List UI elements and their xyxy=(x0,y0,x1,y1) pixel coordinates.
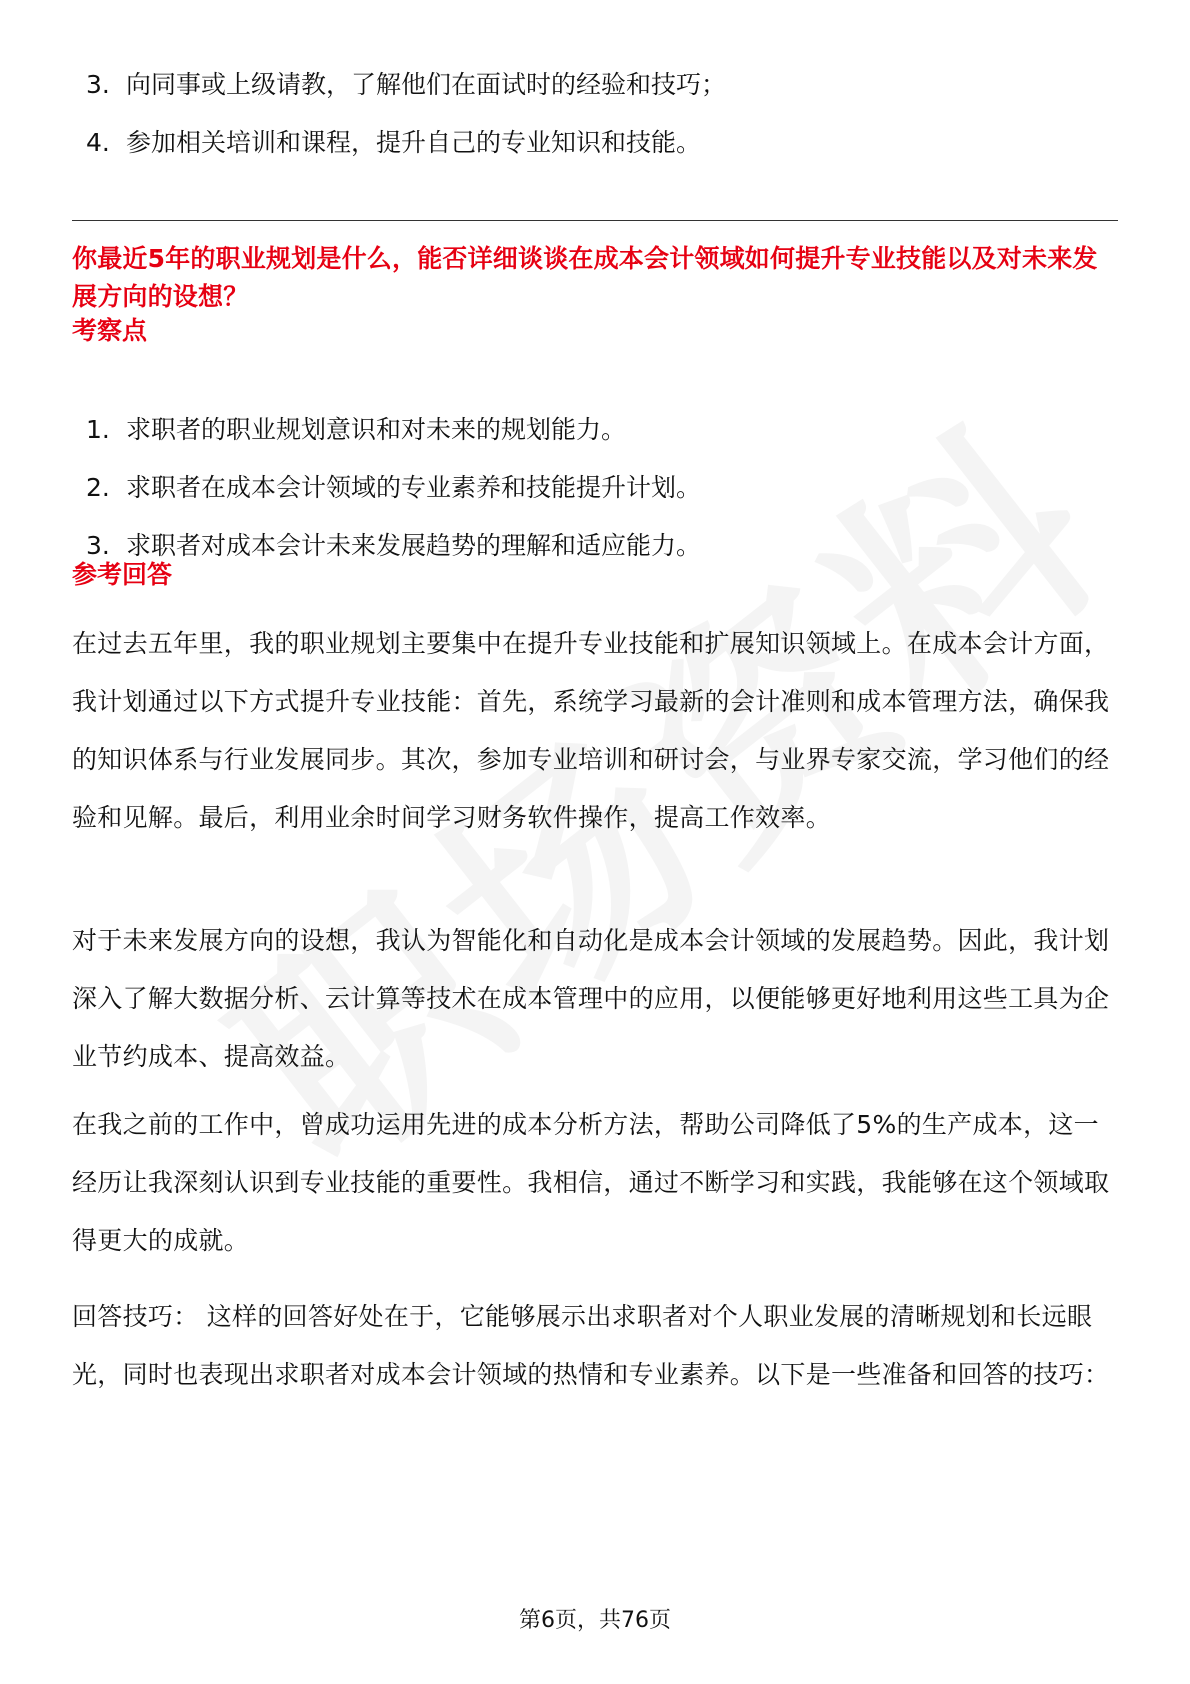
interview-question: 你最近5年的职业规划是什么，能否详细谈谈在成本会计领域如何提升专业技能以及对未来发展方向的设想？ xyxy=(72,244,1098,311)
list-item-text: 向同事或上级请教，了解他们在面试时的经验和技巧； xyxy=(126,70,727,99)
list-item-text: 参加相关培训和课程，提升自己的专业知识和技能。 xyxy=(126,128,702,157)
answer-paragraph: 对于未来发展方向的设想，我认为智能化和自动化是成本会计领域的发展趋势。因此，我计划深入了解大数据分析、云计算等技术在成本管理中的应用，以便能够更好地利用这些工具为企业节约成本、提高效益。 xyxy=(72,926,1110,1071)
page-footer: 第6页，共76页 xyxy=(519,1608,671,1633)
list-item-number: 1. xyxy=(86,415,110,444)
list-item-text: 求职者对成本会计未来发展趋势的理解和适应能力。 xyxy=(126,531,702,560)
answer-paragraph: 在我之前的工作中，曾成功运用先进的成本分析方法，帮助公司降低了5%的生产成本，这一经历让我深刻认识到专业技能的重要性。我相信，通过不断学习和实践，我能够在这个领域取得更大的成就。 xyxy=(72,1110,1110,1255)
list-item xyxy=(72,56,726,114)
list-item-number: 3. xyxy=(86,70,110,99)
list-item xyxy=(72,459,701,517)
list-item-number: 2. xyxy=(86,473,110,502)
list-item-text: 求职者的职业规划意识和对未来的规划能力。 xyxy=(126,415,627,444)
list-item xyxy=(72,401,701,459)
answer-heading: 参考回答 xyxy=(72,560,173,589)
answer-paragraph: 在过去五年里，我的职业规划主要集中在提升专业技能和扩展知识领域上。在成本会计方面，我计划通过以下方式提升专业技能：首先，系统学习最新的会计准则和成本管理方法，确保我的知识体系与行业发展同步。其次，参加专业培训和研讨会，与业界专家交流，学习他们的经验和见解。最后，利用业余时间学习财务软件操作，提高工作效率。 xyxy=(72,629,1110,832)
list-item-number: 3. xyxy=(86,531,110,560)
answer-tips-paragraph: 回答技巧： 这样的回答好处在于，它能够展示出求职者对个人职业发展的清晰规划和长远眼光，同时也表现出求职者对成本会计领域的热情和专业素养。以下是一些准备和回答的技巧： xyxy=(72,1302,1110,1389)
list-item-number: 4. xyxy=(86,128,110,157)
assessment-heading: 考察点 xyxy=(72,316,148,345)
assessment-points-list xyxy=(72,401,701,575)
list-item xyxy=(72,114,726,172)
continued-tips-list xyxy=(72,56,726,172)
list-item-text: 求职者在成本会计领域的专业素养和技能提升计划。 xyxy=(126,473,702,502)
section-divider xyxy=(72,220,1118,221)
document-page xyxy=(72,0,1118,1684)
